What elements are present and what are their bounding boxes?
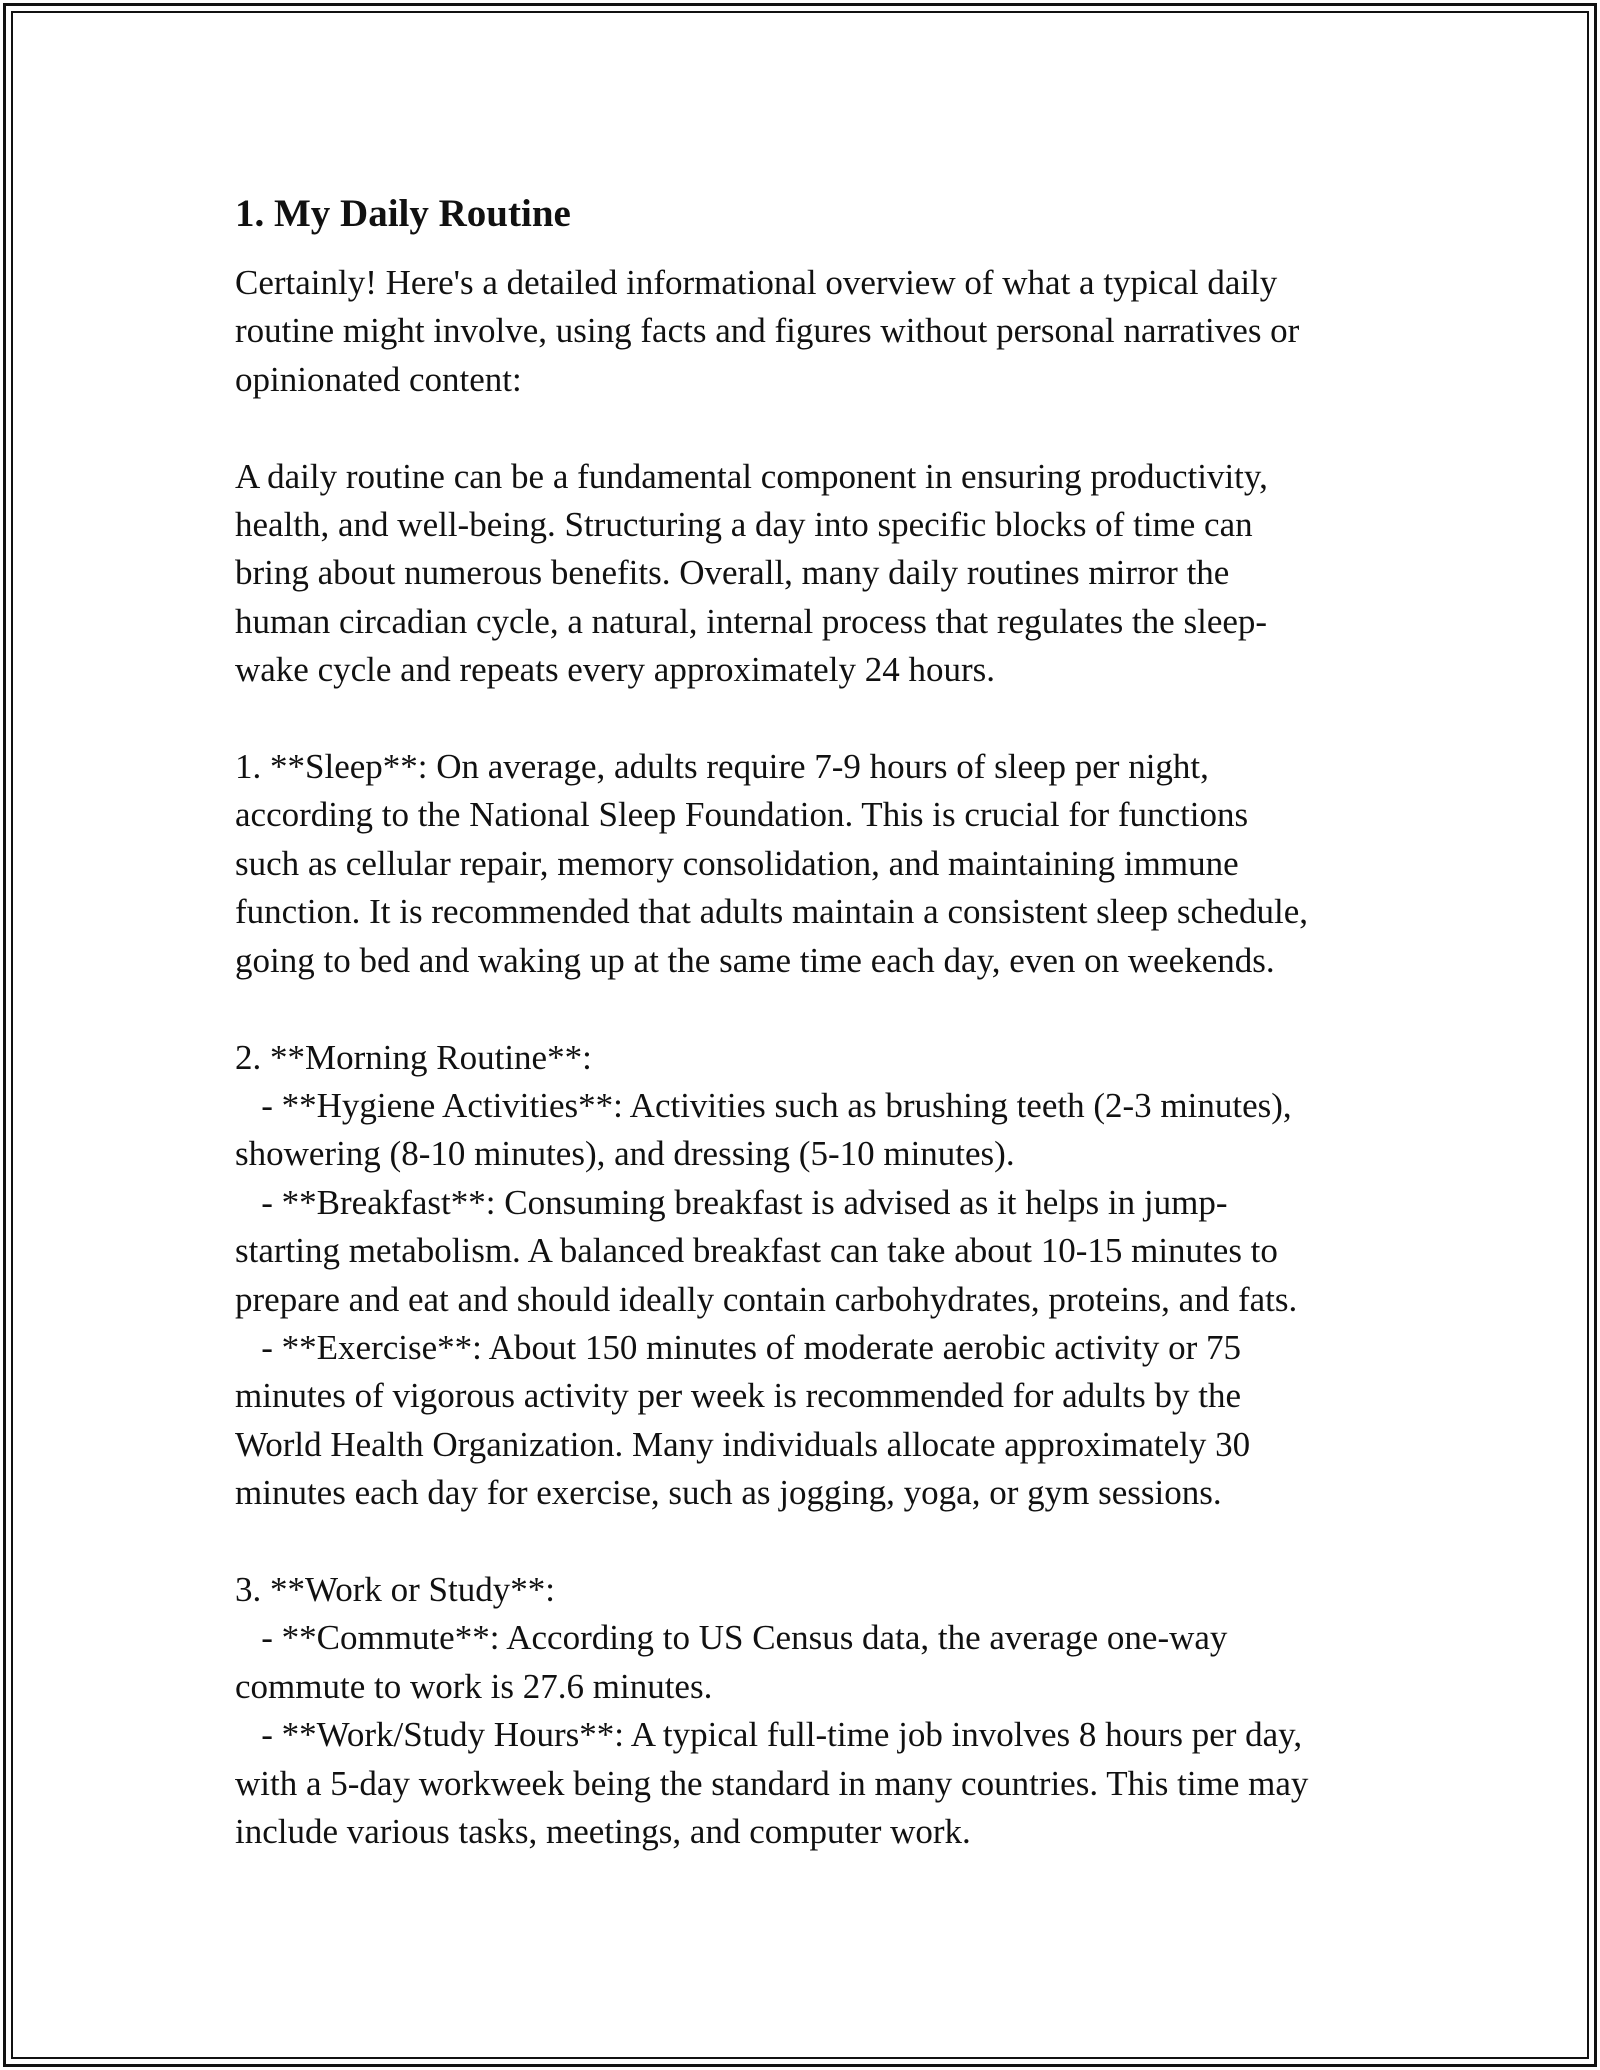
document-body: Certainly! Here's a detailed informational overview of what a typical daily routine might involve, using facts and figures without personal narratives or opinionated content: A daily routine can be a fundamental component in ensuring productivity, health, and well-being. Structuring a day into specific blocks of time can bring about numerous benefits. Overall, many daily routines mirror the human circadian cycle, a natural, internal process that regulates the sleep- wake cycle and repeats every approximately 24 hours. 1. **Sleep**: On average, adults require 7-9 hours of sleep per night, according to the National Sleep Foundation. This is crucial for functions such as cellular repair, memory consolidation, and maintaining immune function. It is recommended that adults maintain a consistent sleep schedule, going to bed and waking up at the same time each day, even on weekends. 2. **Morning Routine**: - **Hygiene Activities**: Activities such as brushing teeth (2-3 minutes), showering (8-10 minutes), and dressing (5-10 minutes). - **Breakfast**: Consuming breakfast is advised as it helps in jump- starting metabolism. A balanced breakfast can take about 10-15 minutes to prepare and eat and should ideally contain carbohydrates, proteins, and fats. - **Exercise**: About 150 minutes of moderate aerobic activity or 75 minutes of vigorous activity per week is recommended for adults by the World Health Organization. Many individuals allocate approximately 30 minutes each day for exercise, such as jogging, yoga, or gym sessions. 3. **Work or Study**: - **Commute**: According to US Census data, the average one-way commute to work is 27.6 minutes. - **Work/Study Hours**: A typical full-time job involves 8 hours per day, with a 5-day workweek being the standard in many countries. This time may include various tasks, meetings, and computer work.: [235, 263, 1309, 1851]
document-content: [235, 186, 1375, 1856]
document-title: 1. My Daily Routine: [235, 192, 571, 235]
